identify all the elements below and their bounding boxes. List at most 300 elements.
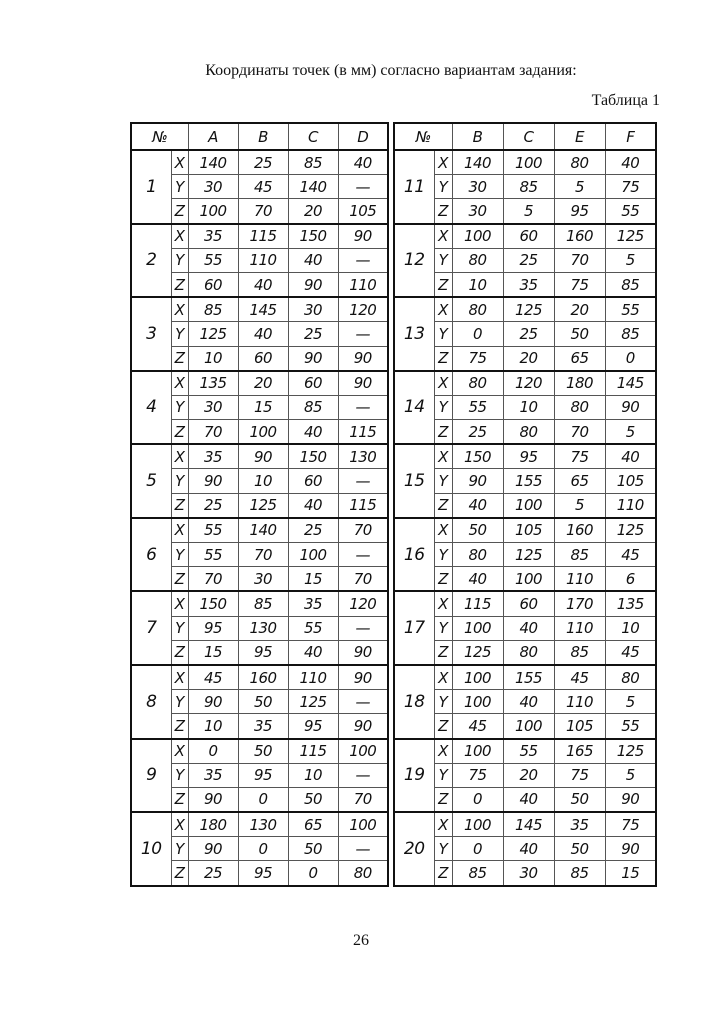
coordinate-cell: 90 bbox=[338, 346, 388, 371]
coordinate-cell: 155 bbox=[503, 469, 554, 493]
coordinate-cell: 125 bbox=[288, 690, 338, 714]
coordinate-cell: 110 bbox=[288, 665, 338, 690]
coordinate-cell: 30 bbox=[503, 861, 554, 886]
coordinate-cell: 35 bbox=[188, 763, 238, 787]
table-row bbox=[394, 469, 656, 493]
coordinate-cell: 150 bbox=[188, 591, 238, 616]
coordinate-cell: 95 bbox=[238, 640, 288, 665]
coordinate-cell: 170 bbox=[554, 591, 605, 616]
coordinate-cell: 125 bbox=[503, 297, 554, 322]
coordinate-cell: 110 bbox=[554, 690, 605, 714]
coordinate-cell: 90 bbox=[338, 665, 388, 690]
axis-label: Y bbox=[171, 763, 188, 787]
column-header: D bbox=[338, 123, 388, 150]
coordinate-cell: 125 bbox=[452, 640, 503, 665]
coordinate-cell: 60 bbox=[503, 591, 554, 616]
coordinate-cell: 70 bbox=[238, 543, 288, 567]
coordinate-cell: 35 bbox=[188, 444, 238, 469]
coordinate-cell: 165 bbox=[554, 739, 605, 764]
table-row bbox=[394, 493, 656, 518]
coordinate-cell: 40 bbox=[452, 493, 503, 518]
axis-label: Y bbox=[171, 616, 188, 640]
variant-number: 12 bbox=[394, 224, 434, 298]
coordinate-cell: 135 bbox=[605, 591, 656, 616]
coordinate-cell: 0 bbox=[605, 346, 656, 371]
coordinate-cell: 15 bbox=[188, 640, 238, 665]
coordinates-table-left bbox=[130, 122, 389, 887]
axis-label: Y bbox=[434, 543, 452, 567]
table-row bbox=[394, 272, 656, 297]
coordinate-cell: 25 bbox=[503, 248, 554, 272]
axis-label: Z bbox=[171, 346, 188, 371]
coordinate-cell: 20 bbox=[554, 297, 605, 322]
coordinate-cell: 100 bbox=[452, 812, 503, 837]
coordinate-cell: 155 bbox=[503, 665, 554, 690]
coordinate-cell: 130 bbox=[238, 812, 288, 837]
coordinate-cell: 55 bbox=[605, 714, 656, 739]
table-row bbox=[394, 812, 656, 837]
coordinate-cell: 55 bbox=[503, 739, 554, 764]
axis-label: Z bbox=[171, 861, 188, 886]
coordinate-cell: — bbox=[338, 616, 388, 640]
coordinate-cell: 5 bbox=[605, 420, 656, 445]
coordinate-cell: — bbox=[338, 395, 388, 419]
variant-number: 19 bbox=[394, 739, 434, 813]
coordinate-cell: 80 bbox=[554, 395, 605, 419]
table-row bbox=[394, 861, 656, 886]
left-table-body bbox=[131, 150, 388, 886]
coordinate-cell: 95 bbox=[288, 714, 338, 739]
coordinate-cell: 70 bbox=[238, 199, 288, 224]
coordinate-cell: 150 bbox=[452, 444, 503, 469]
coordinate-cell: 60 bbox=[188, 272, 238, 297]
coordinate-cell: 85 bbox=[238, 591, 288, 616]
axis-label: X bbox=[434, 371, 452, 396]
coordinate-cell: 105 bbox=[503, 518, 554, 543]
coordinate-cell: 90 bbox=[338, 371, 388, 396]
coordinate-cell: 125 bbox=[188, 322, 238, 346]
coordinate-cell: 60 bbox=[288, 371, 338, 396]
coordinate-cell: 90 bbox=[288, 272, 338, 297]
coordinate-cell: 15 bbox=[288, 567, 338, 592]
variant-number: 1 bbox=[131, 150, 171, 224]
variant-number: 7 bbox=[131, 591, 171, 665]
coordinate-cell: 50 bbox=[554, 322, 605, 346]
axis-label: Y bbox=[171, 543, 188, 567]
coordinate-cell: 100 bbox=[503, 150, 554, 175]
axis-label: X bbox=[434, 812, 452, 837]
coordinate-cell: 75 bbox=[452, 763, 503, 787]
table-row bbox=[394, 199, 656, 224]
coordinate-cell: 30 bbox=[452, 175, 503, 199]
axis-label: X bbox=[434, 518, 452, 543]
coordinate-cell: 50 bbox=[452, 518, 503, 543]
axis-label: Z bbox=[434, 199, 452, 224]
coordinate-cell: 90 bbox=[288, 346, 338, 371]
table-row bbox=[131, 444, 388, 469]
coordinate-cell: 95 bbox=[238, 763, 288, 787]
coordinate-cell: 85 bbox=[452, 861, 503, 886]
coordinate-cell: 40 bbox=[288, 493, 338, 518]
axis-label: Y bbox=[434, 248, 452, 272]
table-row bbox=[131, 371, 388, 396]
coordinate-cell: 90 bbox=[188, 837, 238, 861]
table-header-row bbox=[131, 123, 388, 150]
coordinate-cell: 100 bbox=[452, 739, 503, 764]
coordinate-cell: 0 bbox=[452, 787, 503, 812]
coordinate-cell: 100 bbox=[452, 224, 503, 249]
table-row bbox=[131, 812, 388, 837]
coordinate-cell: 55 bbox=[288, 616, 338, 640]
coordinate-cell: 65 bbox=[554, 469, 605, 493]
table-row bbox=[394, 248, 656, 272]
coordinate-cell: 45 bbox=[554, 665, 605, 690]
coordinate-cell: 25 bbox=[288, 322, 338, 346]
coordinate-cell: 80 bbox=[503, 640, 554, 665]
coordinate-cell: 90 bbox=[605, 787, 656, 812]
coordinate-cell: 20 bbox=[503, 346, 554, 371]
table-row bbox=[394, 616, 656, 640]
variant-number: 3 bbox=[131, 297, 171, 371]
axis-label: Y bbox=[434, 395, 452, 419]
coordinate-cell: 0 bbox=[452, 322, 503, 346]
coordinate-cell: 115 bbox=[338, 420, 388, 445]
coordinate-cell: 150 bbox=[288, 224, 338, 249]
variant-number: 14 bbox=[394, 371, 434, 445]
axis-label: Y bbox=[171, 395, 188, 419]
axis-label: Z bbox=[171, 493, 188, 518]
coordinate-cell: 140 bbox=[288, 175, 338, 199]
coordinate-cell: 80 bbox=[452, 371, 503, 396]
table-row bbox=[131, 739, 388, 764]
coordinate-cell: 70 bbox=[554, 420, 605, 445]
coordinate-cell: 85 bbox=[288, 150, 338, 175]
coordinate-cell: 55 bbox=[188, 518, 238, 543]
coordinate-cell: 60 bbox=[238, 346, 288, 371]
coordinate-cell: 40 bbox=[605, 150, 656, 175]
table-row bbox=[394, 150, 656, 175]
coordinate-cell: 110 bbox=[338, 272, 388, 297]
coordinate-cell: 40 bbox=[452, 567, 503, 592]
coordinate-cell: 125 bbox=[503, 543, 554, 567]
coordinate-cell: 80 bbox=[452, 248, 503, 272]
coordinate-cell: 100 bbox=[288, 543, 338, 567]
coordinate-cell: 0 bbox=[452, 837, 503, 861]
coordinate-cell: 150 bbox=[288, 444, 338, 469]
coordinate-cell: 50 bbox=[288, 837, 338, 861]
coordinate-cell: 30 bbox=[188, 175, 238, 199]
coordinate-cell: 80 bbox=[338, 861, 388, 886]
table-row bbox=[394, 224, 656, 249]
coordinate-cell: 75 bbox=[554, 272, 605, 297]
coordinate-cell: 85 bbox=[288, 395, 338, 419]
coordinate-cell: 95 bbox=[238, 861, 288, 886]
coordinate-cell: 160 bbox=[554, 224, 605, 249]
column-header: E bbox=[554, 123, 605, 150]
column-header: F bbox=[605, 123, 656, 150]
axis-label: X bbox=[434, 665, 452, 690]
coordinate-cell: 10 bbox=[452, 272, 503, 297]
coordinate-cell: 115 bbox=[288, 739, 338, 764]
number-header: № bbox=[131, 123, 188, 150]
coordinate-cell: 50 bbox=[554, 837, 605, 861]
variant-number: 9 bbox=[131, 739, 171, 813]
coordinate-cell: 45 bbox=[238, 175, 288, 199]
table-row bbox=[394, 567, 656, 592]
variant-number: 6 bbox=[131, 518, 171, 592]
number-header: № bbox=[394, 123, 452, 150]
coordinate-cell: 75 bbox=[605, 812, 656, 837]
coordinate-cell: 90 bbox=[338, 640, 388, 665]
coordinate-cell: 45 bbox=[605, 640, 656, 665]
column-header: A bbox=[188, 123, 238, 150]
coordinate-cell: 15 bbox=[238, 395, 288, 419]
axis-label: X bbox=[171, 224, 188, 249]
coordinate-cell: 55 bbox=[188, 543, 238, 567]
page-number: 26 bbox=[353, 932, 369, 949]
axis-label: X bbox=[171, 444, 188, 469]
coordinate-cell: 30 bbox=[288, 297, 338, 322]
coordinate-cell: 100 bbox=[338, 739, 388, 764]
table-row bbox=[394, 420, 656, 445]
coordinate-cell: 100 bbox=[452, 616, 503, 640]
coordinate-cell: 40 bbox=[338, 150, 388, 175]
coordinate-cell: 25 bbox=[288, 518, 338, 543]
coordinate-cell: 75 bbox=[605, 175, 656, 199]
coordinate-cell: 50 bbox=[554, 787, 605, 812]
coordinate-cell: 20 bbox=[503, 763, 554, 787]
table-row bbox=[394, 690, 656, 714]
table-row bbox=[394, 640, 656, 665]
table-row bbox=[394, 591, 656, 616]
coordinate-cell: 130 bbox=[238, 616, 288, 640]
table-row bbox=[394, 665, 656, 690]
coordinate-cell: 110 bbox=[554, 567, 605, 592]
axis-label: Y bbox=[434, 322, 452, 346]
coordinate-cell: 100 bbox=[338, 812, 388, 837]
coordinate-cell: 65 bbox=[288, 812, 338, 837]
coordinate-cell: 10 bbox=[188, 346, 238, 371]
coordinate-cell: 55 bbox=[605, 297, 656, 322]
axis-label: X bbox=[434, 297, 452, 322]
variant-number: 20 bbox=[394, 812, 434, 886]
coordinate-cell: 120 bbox=[338, 297, 388, 322]
coordinate-cell: 110 bbox=[238, 248, 288, 272]
axis-label: X bbox=[434, 224, 452, 249]
coordinate-cell: 75 bbox=[554, 763, 605, 787]
coordinate-cell: 85 bbox=[503, 175, 554, 199]
coordinate-cell: 100 bbox=[452, 690, 503, 714]
axis-label: Y bbox=[434, 175, 452, 199]
coordinate-cell: 100 bbox=[452, 665, 503, 690]
table-row bbox=[394, 175, 656, 199]
coordinate-cell: 10 bbox=[288, 763, 338, 787]
coordinate-cell: 160 bbox=[554, 518, 605, 543]
table-row bbox=[394, 371, 656, 396]
coordinate-cell: 5 bbox=[605, 690, 656, 714]
coordinates-table-right bbox=[393, 122, 657, 887]
table-row bbox=[394, 444, 656, 469]
coordinate-cell: 70 bbox=[338, 567, 388, 592]
table-row bbox=[394, 543, 656, 567]
column-header: B bbox=[238, 123, 288, 150]
coordinate-cell: 90 bbox=[605, 837, 656, 861]
table-row bbox=[131, 297, 388, 322]
axis-label: Z bbox=[434, 861, 452, 886]
coordinate-cell: 35 bbox=[288, 591, 338, 616]
page-title: Координаты точек (в мм) согласно вариантам задания: bbox=[205, 62, 577, 79]
coordinate-cell: 60 bbox=[503, 224, 554, 249]
coordinate-cell: 0 bbox=[238, 837, 288, 861]
coordinate-cell: — bbox=[338, 322, 388, 346]
variant-number: 2 bbox=[131, 224, 171, 298]
axis-label: X bbox=[171, 371, 188, 396]
coordinate-cell: 95 bbox=[554, 199, 605, 224]
axis-label: Z bbox=[434, 640, 452, 665]
axis-label: Z bbox=[171, 272, 188, 297]
table-row bbox=[394, 322, 656, 346]
coordinate-cell: 75 bbox=[452, 346, 503, 371]
coordinate-cell: 180 bbox=[554, 371, 605, 396]
table-row bbox=[394, 837, 656, 861]
axis-label: Z bbox=[434, 272, 452, 297]
coordinate-cell: 0 bbox=[238, 787, 288, 812]
coordinate-cell: 90 bbox=[238, 444, 288, 469]
coordinate-cell: 110 bbox=[605, 493, 656, 518]
variant-number: 17 bbox=[394, 591, 434, 665]
coordinate-cell: 90 bbox=[338, 714, 388, 739]
coordinate-cell: 15 bbox=[605, 861, 656, 886]
axis-label: X bbox=[434, 150, 452, 175]
axis-label: Z bbox=[171, 714, 188, 739]
coordinate-cell: 145 bbox=[238, 297, 288, 322]
coordinate-cell: 25 bbox=[452, 420, 503, 445]
coordinate-cell: 90 bbox=[188, 469, 238, 493]
table-header-row bbox=[394, 123, 656, 150]
coordinate-cell: 85 bbox=[605, 322, 656, 346]
table-row bbox=[131, 224, 388, 249]
coordinate-cell: 50 bbox=[288, 787, 338, 812]
axis-label: Z bbox=[171, 567, 188, 592]
coordinate-cell: — bbox=[338, 175, 388, 199]
coordinate-cell: 45 bbox=[605, 543, 656, 567]
axis-label: X bbox=[434, 739, 452, 764]
axis-label: Z bbox=[434, 787, 452, 812]
coordinate-cell: 95 bbox=[503, 444, 554, 469]
coordinate-cell: 5 bbox=[605, 248, 656, 272]
coordinate-cell: 135 bbox=[188, 371, 238, 396]
axis-label: Z bbox=[434, 714, 452, 739]
column-header: C bbox=[288, 123, 338, 150]
variant-number: 10 bbox=[131, 812, 171, 886]
coordinate-cell: 80 bbox=[452, 297, 503, 322]
coordinate-cell: 45 bbox=[452, 714, 503, 739]
coordinate-cell: 105 bbox=[605, 469, 656, 493]
axis-label: Y bbox=[171, 690, 188, 714]
table-row bbox=[394, 714, 656, 739]
table-row bbox=[394, 739, 656, 764]
coordinate-cell: 40 bbox=[288, 640, 338, 665]
coordinate-cell: 70 bbox=[188, 567, 238, 592]
coordinate-cell: 90 bbox=[188, 690, 238, 714]
coordinate-cell: 90 bbox=[188, 787, 238, 812]
coordinate-cell: — bbox=[338, 690, 388, 714]
axis-label: X bbox=[171, 739, 188, 764]
table-row bbox=[394, 346, 656, 371]
axis-label: Y bbox=[171, 837, 188, 861]
coordinate-cell: 125 bbox=[605, 224, 656, 249]
table-row bbox=[131, 518, 388, 543]
coordinate-cell: — bbox=[338, 248, 388, 272]
coordinate-cell: 40 bbox=[503, 787, 554, 812]
variant-number: 5 bbox=[131, 444, 171, 518]
coordinate-cell: 25 bbox=[188, 861, 238, 886]
coordinate-cell: 40 bbox=[503, 690, 554, 714]
coordinate-cell: 145 bbox=[605, 371, 656, 396]
coordinate-cell: 70 bbox=[338, 518, 388, 543]
coordinate-cell: 100 bbox=[503, 493, 554, 518]
table-row bbox=[394, 787, 656, 812]
coordinate-cell: 10 bbox=[605, 616, 656, 640]
axis-label: Z bbox=[171, 199, 188, 224]
coordinate-cell: 70 bbox=[338, 787, 388, 812]
variant-number: 18 bbox=[394, 665, 434, 739]
coordinate-cell: 125 bbox=[605, 518, 656, 543]
coordinate-cell: 30 bbox=[188, 395, 238, 419]
variant-number: 16 bbox=[394, 518, 434, 592]
coordinate-cell: 55 bbox=[605, 199, 656, 224]
right-table-body bbox=[394, 150, 656, 886]
axis-label: Z bbox=[171, 640, 188, 665]
coordinate-cell: 80 bbox=[554, 150, 605, 175]
coordinate-cell: 25 bbox=[238, 150, 288, 175]
coordinate-cell: 35 bbox=[554, 812, 605, 837]
axis-label: X bbox=[171, 297, 188, 322]
coordinate-cell: 40 bbox=[503, 616, 554, 640]
coordinate-cell: 115 bbox=[238, 224, 288, 249]
coordinate-cell: 110 bbox=[554, 616, 605, 640]
coordinate-cell: 120 bbox=[503, 371, 554, 396]
column-header: C bbox=[503, 123, 554, 150]
axis-label: Y bbox=[434, 690, 452, 714]
coordinate-cell: 45 bbox=[188, 665, 238, 690]
table-row bbox=[394, 297, 656, 322]
coordinate-cell: 80 bbox=[605, 665, 656, 690]
coordinate-cell: 60 bbox=[288, 469, 338, 493]
table-row bbox=[394, 518, 656, 543]
coordinate-cell: 100 bbox=[503, 714, 554, 739]
coordinate-cell: 80 bbox=[452, 543, 503, 567]
coordinate-cell: 65 bbox=[554, 346, 605, 371]
axis-label: Y bbox=[171, 322, 188, 346]
coordinate-cell: 85 bbox=[605, 272, 656, 297]
coordinate-cell: 105 bbox=[338, 199, 388, 224]
table-row bbox=[394, 763, 656, 787]
coordinate-cell: 85 bbox=[554, 861, 605, 886]
coordinate-cell: 90 bbox=[338, 224, 388, 249]
coordinate-cell: 20 bbox=[238, 371, 288, 396]
coordinate-cell: 50 bbox=[238, 690, 288, 714]
coordinate-cell: 120 bbox=[338, 591, 388, 616]
axis-label: Z bbox=[434, 346, 452, 371]
coordinate-cell: 25 bbox=[188, 493, 238, 518]
coordinate-cell: 6 bbox=[605, 567, 656, 592]
coordinate-cell: 140 bbox=[452, 150, 503, 175]
coordinate-cell: 20 bbox=[288, 199, 338, 224]
coordinate-cell: 100 bbox=[238, 420, 288, 445]
table-row bbox=[131, 150, 388, 175]
coordinate-cell: 115 bbox=[452, 591, 503, 616]
